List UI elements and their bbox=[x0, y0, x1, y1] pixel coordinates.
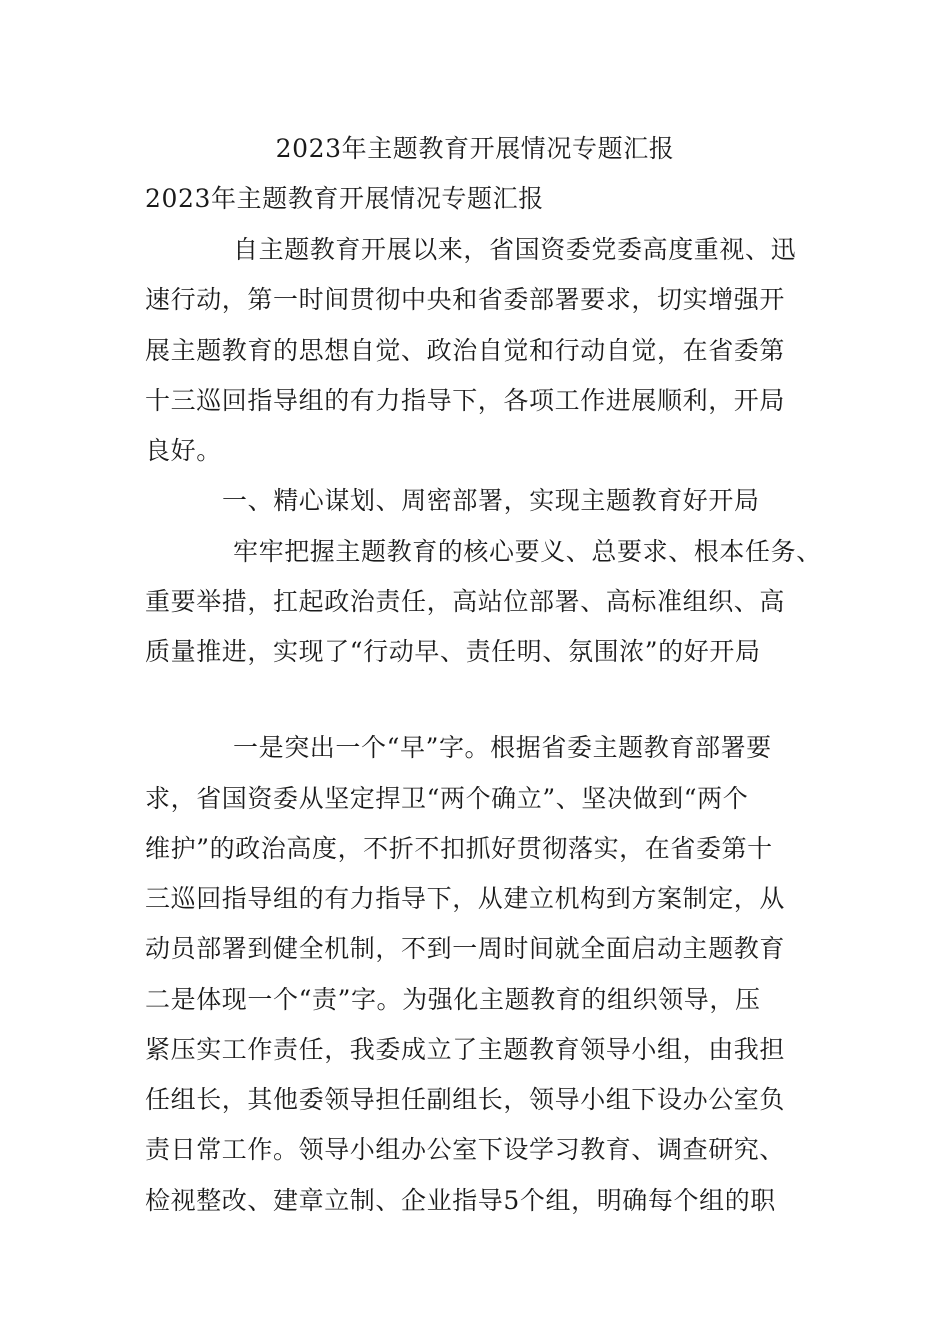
document-subtitle: 2023年主题教育开展情况专题汇报 bbox=[145, 184, 544, 213]
paragraph-line: 重要举措，扛起政治责任，高站位部署、高标准组织、高 bbox=[145, 587, 786, 616]
document-title: 2023年主题教育开展情况专题汇报 bbox=[275, 134, 675, 163]
paragraph-line: 任组长，其他委领导担任副组长，领导小组下设办公室负 bbox=[145, 1085, 786, 1114]
paragraph-line: 展主题教育的思想自觉、政治自觉和行动自觉，在省委第 bbox=[145, 336, 786, 365]
paragraph-line: 质量推进，实现了“行动早、责任明、氛围浓”的好开局 bbox=[145, 637, 761, 666]
paragraph-line: 速行动，第一时间贯彻中央和省委部署要求，切实增强开 bbox=[145, 285, 786, 314]
section-heading: 一、精心谋划、周密部署，实现主题教育好开局 bbox=[222, 486, 760, 515]
paragraph-line: 二是体现一个“责”字。为强化主题教育的组织领导，压 bbox=[145, 985, 761, 1014]
paragraph-line: 紧压实工作责任，我委成立了主题教育领导小组，由我担 bbox=[145, 1035, 786, 1064]
paragraph-line: 检视整改、建章立制、企业指导5个组，明确每个组的职 bbox=[145, 1186, 776, 1215]
paragraph-line: 求，省国资委从坚定捍卫“两个确立”、坚决做到“两个 bbox=[145, 784, 749, 813]
paragraph-line: 动员部署到健全机制，不到一周时间就全面启动主题教育 bbox=[145, 934, 786, 963]
paragraph-line: 责日常工作。领导小组办公室下设学习教育、调查研究、 bbox=[145, 1135, 786, 1164]
paragraph-line: 十三巡回指导组的有力指导下，各项工作进展顺利，开局 bbox=[145, 386, 786, 415]
paragraph-line: 自主题教育开展以来，省国资委党委高度重视、迅 bbox=[233, 235, 797, 264]
paragraph-line: 三巡回指导组的有力指导下，从建立机构到方案制定，从 bbox=[145, 884, 786, 913]
paragraph-line: 维护”的政治高度，不折不扣抓好贯彻落实，在省委第十 bbox=[145, 834, 773, 863]
paragraph-line: 良好。 bbox=[145, 436, 222, 465]
paragraph-line: 一是突出一个“早”字。根据省委主题教育部署要 bbox=[233, 733, 772, 762]
paragraph-line: 牢牢把握主题教育的核心要义、总要求、根本任务、 bbox=[233, 537, 822, 566]
